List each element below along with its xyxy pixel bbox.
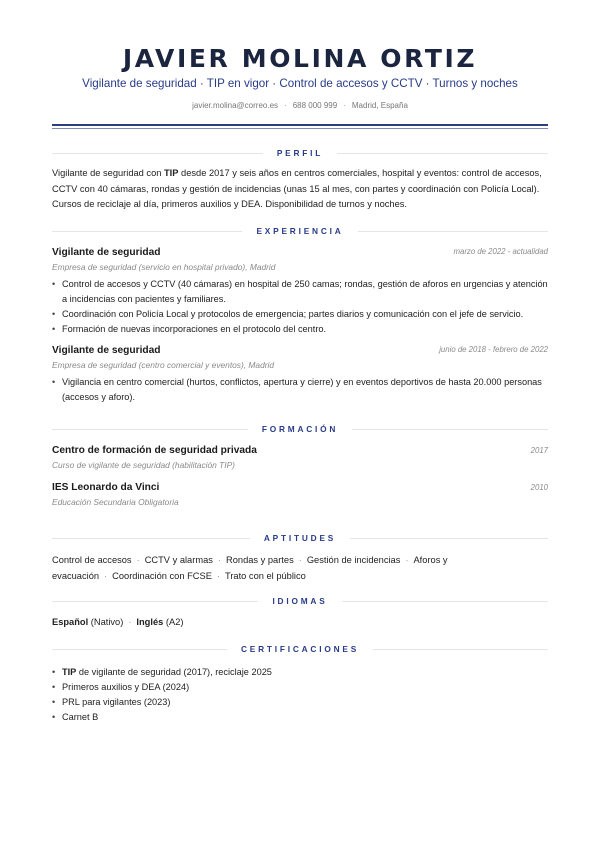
section-label: IDIOMAS: [272, 596, 328, 606]
separator: ·: [405, 555, 409, 565]
list-item: • Coordinación con Policía Local y protocolos de emergencia; partes diarios y comunicación con el jefe de servicio.: [52, 307, 548, 322]
skill-item: Coordinación con FCSE: [112, 571, 212, 581]
section-label: CERTIFICACIONES: [240, 644, 360, 654]
contact-line: [52, 101, 548, 110]
divider: [52, 649, 227, 650]
job-date: marzo de 2022 - actualidad: [453, 247, 548, 256]
list-item: • Formación de nuevas incorporaciones en el protocolo del centro.: [52, 322, 548, 337]
section-heading-languages: [52, 596, 548, 606]
candidate-name: JAVIER MOLINA ORTIZ: [122, 44, 478, 73]
section-heading-education: [52, 424, 548, 434]
job-title: Vigilante de seguridad: [52, 345, 161, 356]
section-heading-skills: [52, 533, 548, 543]
education-year: 2010: [530, 483, 548, 492]
certifications-list: [52, 665, 548, 725]
section-label: PERFIL: [276, 148, 324, 158]
list-item: • PRL para vigilantes (2023): [52, 695, 548, 710]
tip-highlight: TIP: [164, 168, 179, 178]
section-heading-profile: [52, 148, 548, 158]
job-company: Empresa de seguridad (servicio en hospital privado), Madrid: [52, 262, 276, 272]
separator: ·: [128, 617, 132, 627]
list-item: • Control de accesos y CCTV (40 cámaras) en hospital de 250 camas; rondas, gestión de aforos en urgencias y atención a incidencias con pacientes y familiares.: [52, 277, 548, 307]
divider: [52, 429, 248, 430]
divider: [52, 153, 263, 154]
job-bullets: [52, 375, 548, 405]
skill-item: CCTV y alarmas: [144, 555, 213, 565]
separator: ·: [284, 101, 287, 110]
profile-summary: Vigilante de seguridad con TIP desde 2017 y seis años en centros comerciales, hospital y eventos: control de accesos, CCTV con 40 cámaras, rondas y gestión de incidencias (unas 15 al mes, con partes y coordinación con Policía Local). Cursos de reciclaje al día, primeros auxilios y DEA. Disponibilidad de turnos y noches.: [52, 168, 542, 209]
education-detail: Curso de vigilante de seguridad (habilitación TIP): [52, 460, 235, 470]
section-label: APTITUDES: [263, 533, 337, 543]
divider: [52, 231, 242, 232]
separator: ·: [217, 555, 222, 565]
divider: [373, 649, 548, 650]
divider: [342, 601, 548, 602]
skill-item: Gestión de incidencias: [306, 555, 401, 565]
skill-item: Rondas y partes: [226, 555, 294, 565]
section-heading-certifications: [52, 644, 548, 654]
header-rule-thin: [52, 128, 548, 129]
divider: [350, 538, 548, 539]
skill-item: Control de accesos: [52, 555, 132, 565]
languages-list: [52, 617, 548, 627]
separator: ·: [298, 555, 302, 565]
list-item: • Vigilancia en centro comercial (hurtos, conflictos, apertura y cierre) y en eventos deportivos de hasta 20.000 personas (accesos y aforo).: [52, 375, 548, 405]
section-label: EXPERIENCIA: [256, 226, 344, 236]
separator: ·: [104, 571, 108, 581]
school-name: IES Leonardo da Vinci: [52, 482, 160, 493]
job-bullets: [52, 277, 548, 337]
divider: [352, 429, 548, 430]
list-item: • Carnet B: [52, 710, 548, 725]
list-item: • TIP de vigilante de seguridad (2017), reciclaje 2025: [52, 665, 548, 680]
separator: ·: [136, 555, 140, 565]
divider: [337, 153, 548, 154]
language-level: (A2): [165, 617, 184, 627]
divider: [358, 231, 548, 232]
skill-item: Trato con el público: [225, 571, 306, 581]
location-text: Madrid, España: [351, 101, 408, 110]
separator: ·: [343, 101, 346, 110]
divider: [52, 538, 250, 539]
skills-list: [52, 552, 548, 584]
email-text: javier.molina@correo.es: [192, 101, 279, 110]
language-level: (Nativo): [90, 617, 124, 627]
list-item: • Primeros auxilios y DEA (2024): [52, 680, 548, 695]
job-company: Empresa de seguridad (centro comercial y eventos), Madrid: [52, 360, 275, 370]
section-heading-experience: [52, 226, 548, 236]
job-title: Vigilante de seguridad: [52, 247, 161, 258]
education-detail: Educación Secundaria Obligatoria: [52, 497, 179, 507]
section-label: FORMACIÓN: [261, 424, 339, 434]
separator: ·: [216, 571, 220, 581]
divider: [52, 601, 258, 602]
header-rule: [52, 124, 548, 126]
school-name: Centro de formación de seguridad privada: [52, 445, 257, 456]
language-name: Inglés: [136, 617, 164, 627]
headline: Vigilante de seguridad · TIP en vigor · Control de accesos y CCTV · Turnos y noches: [82, 77, 518, 90]
job-date: junio de 2018 - febrero de 2022: [439, 345, 548, 354]
skill-item: Aforos y evacuación: [52, 555, 448, 581]
language-name: Español: [52, 617, 89, 627]
education-year: 2017: [530, 446, 548, 455]
phone-text: 688 000 999: [292, 101, 338, 110]
